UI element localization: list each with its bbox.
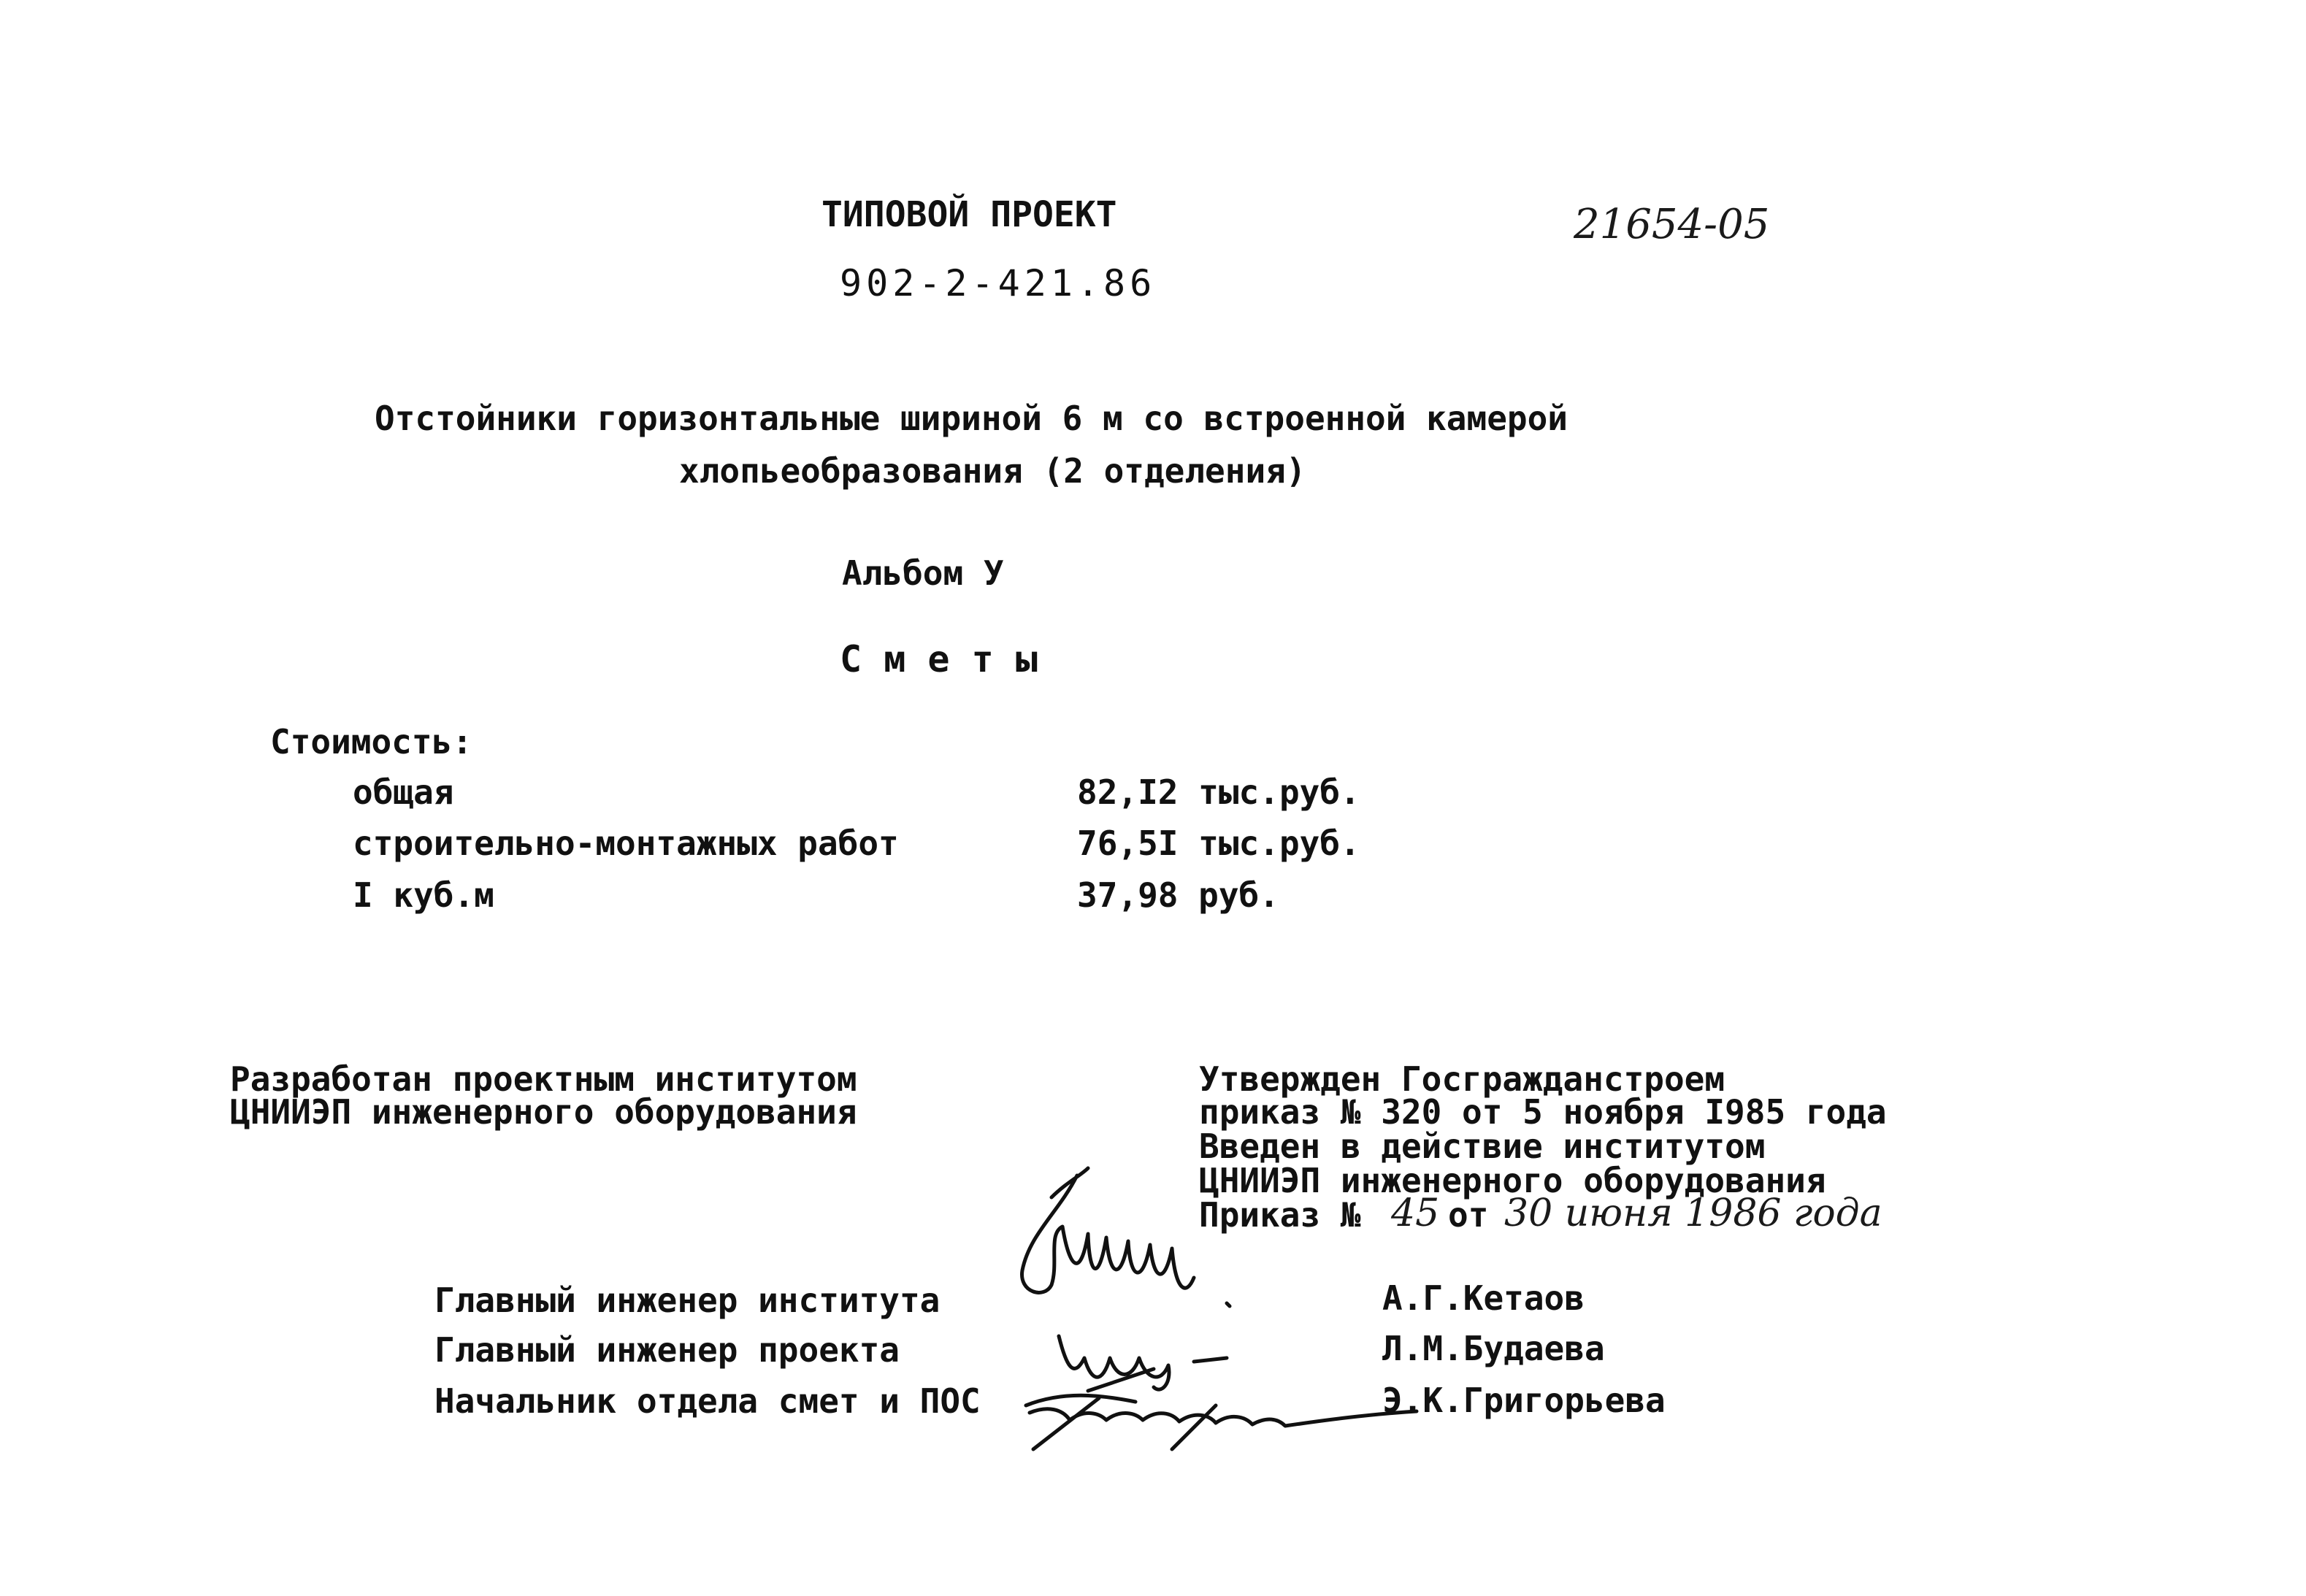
cost-row-value: 37,98 руб.: [1077, 875, 1279, 915]
order-number: 45: [1391, 1192, 1440, 1235]
cost-row-label: I куб.м: [353, 875, 494, 915]
cost-row-value: 76,5I тыс.руб.: [1077, 824, 1360, 863]
order-date: 30 июня 1986 года: [1504, 1192, 1882, 1235]
cost-heading: Стоимость:: [270, 722, 472, 761]
developer-line2: ЦНИИЭП инженерного оборудования: [230, 1092, 857, 1132]
signatory-position: Главный инженер института: [434, 1281, 941, 1320]
approval-line5-prefix: Приказ №: [1199, 1195, 1361, 1235]
approval-line2: приказ № 320 от 5 ноября I985 года: [1199, 1092, 1887, 1132]
signatory-name: А.Г.Кетаов: [1382, 1278, 1585, 1318]
cost-row-label: строительно-монтажных работ: [353, 824, 899, 863]
document-title-line1: Отстойники горизонтальные шириной 6 м со встроенной камерой: [375, 399, 1568, 438]
cost-row-value: 82,I2 тыс.руб.: [1077, 772, 1360, 812]
signatory-position: Главный инженер проекта: [434, 1330, 900, 1370]
cost-row-label: общая: [353, 772, 454, 812]
approval-line5-mid: от: [1448, 1195, 1489, 1235]
project-number: 902-2-421.86: [840, 262, 1157, 304]
developer-line1: Разработан проектным институтом: [230, 1059, 857, 1099]
signature-head-estimates-department: [1019, 1369, 1428, 1457]
approval-line4: ЦНИИЭП инженерного оборудования: [1199, 1161, 1826, 1200]
signatory-name: Л.М.Будаева: [1382, 1329, 1605, 1368]
signature-chief-engineer-institute: [1008, 1154, 1300, 1329]
approval-line3: Введен в действие институтом: [1199, 1127, 1766, 1166]
signatory-name: Э.К.Григорьева: [1382, 1381, 1666, 1420]
album-label: Альбом У: [842, 553, 1004, 593]
project-type: ТИПОВОЙ ПРОЕКТ: [821, 194, 1117, 235]
registration-number: 21654-05: [1574, 201, 1770, 248]
document-title-line2: хлопьеобразования (2 отделения): [679, 451, 1306, 491]
signatory-position: Начальник отдела смет и ПОС: [434, 1381, 981, 1421]
section-title: С м е т ы: [840, 638, 1038, 680]
approval-line1: Утвержден Госгражданстроем: [1199, 1059, 1725, 1099]
